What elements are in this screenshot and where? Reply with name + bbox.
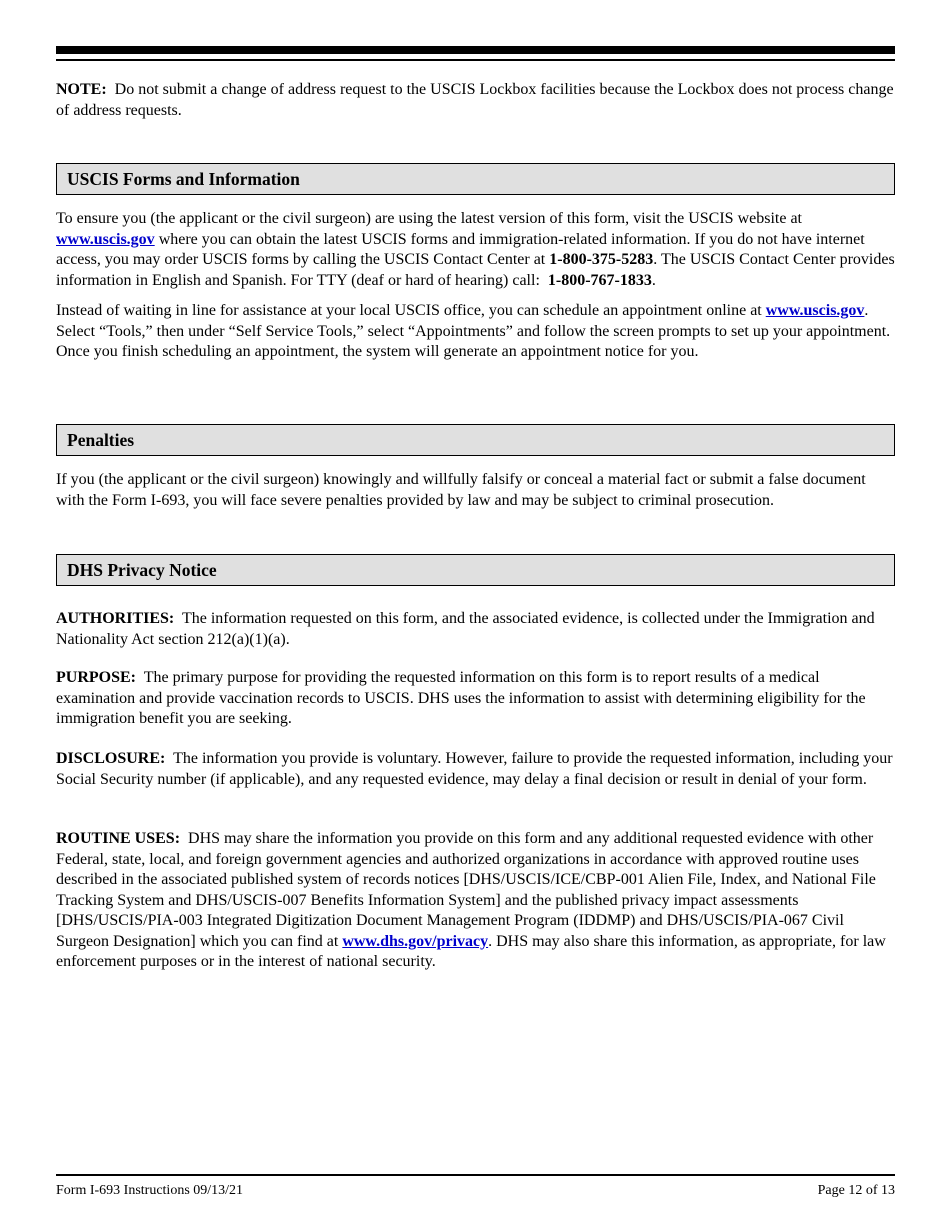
disclosure-label: DISCLOSURE: xyxy=(56,750,166,767)
routine-uses-text-1: DHS may share the information you provide on this form and any additional requested evidence with other Federal, state, local, and foreign government agencies and authorized organizations in accordance with approved routine uses described in the associated published system of records notices [DHS/USCIS/ICE/CBP-001 Alien File, Index, and National File Tracking System and DHS/USCIS-007 Benefits Information System] and the published privacy impact assessments [DHS/USCIS/PIA-003 Integrated Digitization Document Management Program (IDDMP) and DHS/USCIS/PIA-067 Civil Surgeon Designation] which you can find at xyxy=(56,830,876,950)
forms-p2-text-1: Instead of waiting in line for assistance at your local USCIS office, you can schedule an appointment online at xyxy=(56,302,762,319)
footer-page-number: Page 12 of 13 xyxy=(817,1183,895,1198)
authorities-text: The information requested on this form, and the associated evidence, is collected under the Immigration and Nationality Act section 212(a)(1)(a). xyxy=(56,610,875,648)
forms-paragraph-2 xyxy=(56,301,895,363)
contact-center-phone: 1-800-375-5283 xyxy=(549,251,654,268)
purpose-label: PURPOSE: xyxy=(56,669,136,686)
forms-p1-text-4: . xyxy=(651,271,656,289)
authorities-paragraph xyxy=(56,609,895,650)
routine-uses-paragraph xyxy=(56,829,895,973)
header-thin-rule xyxy=(56,59,895,61)
uscis-website-link[interactable]: www.uscis.gov xyxy=(56,230,155,248)
forms-p2-text-2: . Select “Tools,” then under “Self Service Tools,” select “Appointments” and follow the screen prompts to set up your appointment. Once you finish scheduling an appointment, the system will generate an appointment notice for you. xyxy=(56,302,891,360)
footer-form-id: Form I-693 Instructions 09/13/21 xyxy=(56,1183,244,1198)
section-header-privacy xyxy=(56,554,895,586)
routine-uses-text-2: . DHS may also share this information, as appropriate, for law enforcement purposes or in the interest of national security. xyxy=(56,932,886,970)
tty-phone: 1-800-767-1833 xyxy=(547,271,652,289)
section-title-privacy: DHS Privacy Notice xyxy=(67,560,217,580)
disclosure-paragraph xyxy=(56,749,895,790)
section-header-penalties xyxy=(56,424,895,456)
disclosure-text: The information you provide is voluntary. However, failure to provide the requested information, including your Social Security number (if applicable), and any requested evidence, may delay a final decision or result in denial of your form. xyxy=(56,750,893,788)
routine-uses-label: ROUTINE USES: xyxy=(56,830,181,847)
forms-paragraph-1 xyxy=(56,209,895,291)
forms-p1-text-1: To ensure you (the applicant or the civil surgeon) are using the latest version of this form, visit the USCIS website at xyxy=(56,210,802,227)
note-label: NOTE: xyxy=(56,81,107,98)
forms-p1-text-3: . The USCIS Contact Center provides information in English and Spanish. For TTY (deaf or hard of hearing) call: xyxy=(56,251,895,289)
penalties-text: If you (the applicant or the civil surgeon) knowingly and willfully falsify or conceal a material fact or submit a false document with the Form I-693, you will face severe penalties provided by law and may be subject to criminal prosecution. xyxy=(56,471,866,509)
section-title-forms: USCIS Forms and Information xyxy=(67,169,300,189)
penalties-paragraph xyxy=(56,470,895,511)
footer-rule xyxy=(56,1174,895,1176)
note-paragraph xyxy=(56,80,895,121)
dhs-privacy-link[interactable]: www.dhs.gov/privacy xyxy=(342,932,489,950)
section-header-forms xyxy=(56,163,895,195)
purpose-paragraph xyxy=(56,668,895,730)
section-title-penalties: Penalties xyxy=(67,430,135,450)
purpose-text: The primary purpose for providing the requested information on this form is to report results of a medical examination and provide vaccination records to USCIS. DHS uses the information to assist with determining eligibility for the immigration benefit you are seeking. xyxy=(56,669,866,727)
forms-p1-text-2: where you can obtain the latest USCIS forms and immigration-related information. If you do not have internet access, you may order USCIS forms by calling the USCIS Contact Center at xyxy=(56,230,865,268)
uscis-website-link-2[interactable]: www.uscis.gov xyxy=(765,302,865,319)
note-text: Do not submit a change of address request to the USCIS Lockbox facilities because the Lockbox does not process change of address requests. xyxy=(56,81,894,119)
header-thick-rule xyxy=(56,46,895,54)
authorities-label: AUTHORITIES: xyxy=(56,610,175,627)
